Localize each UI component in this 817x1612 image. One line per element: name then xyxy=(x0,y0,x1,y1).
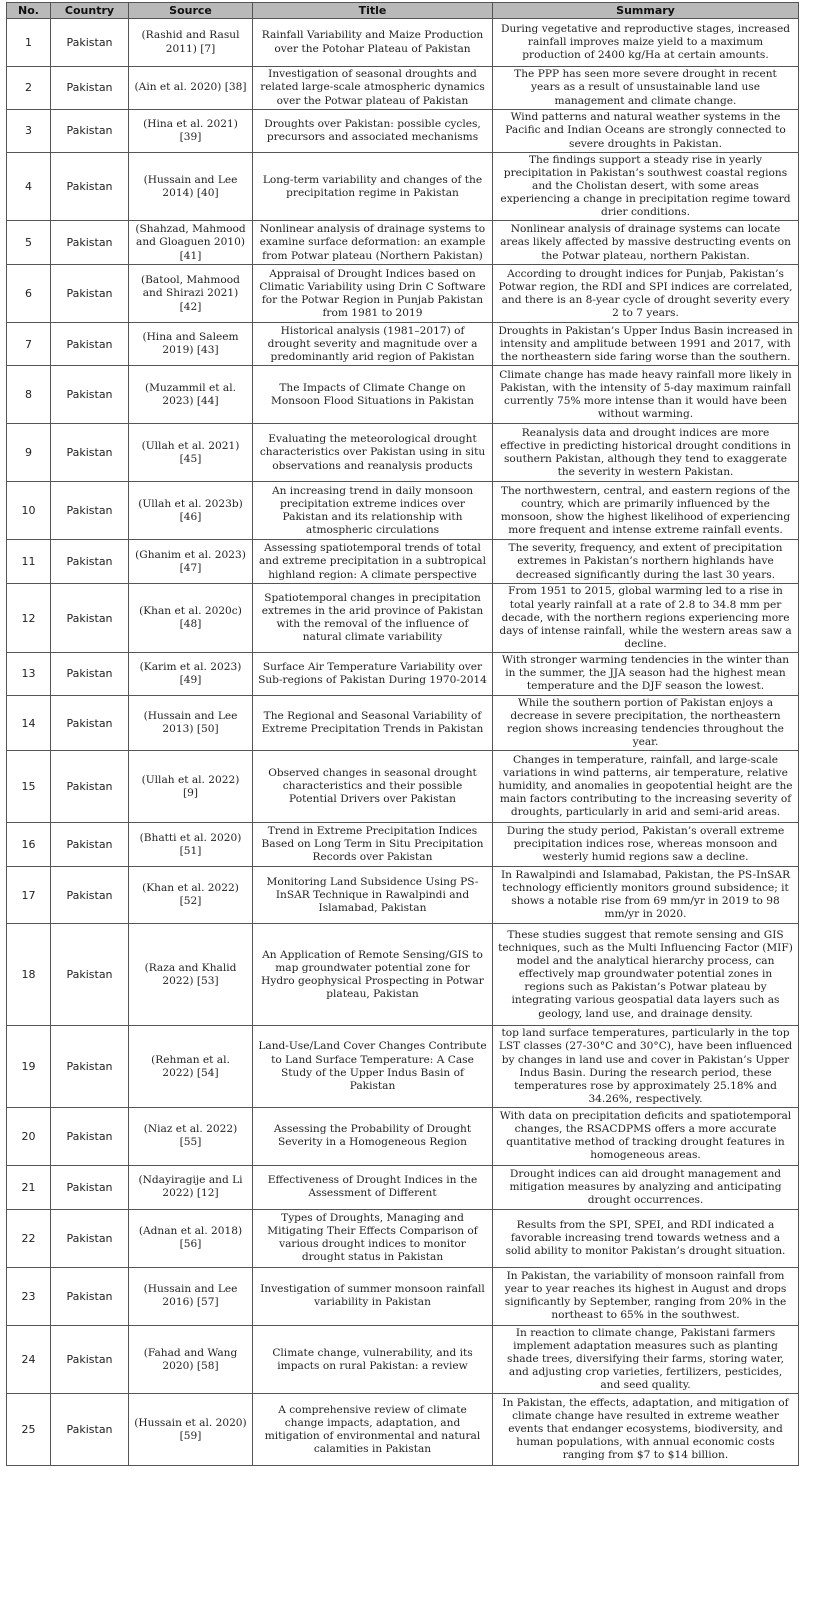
cell-source: (Rehman et al. 2022) [54] xyxy=(129,1026,253,1108)
cell-no: 1 xyxy=(7,19,51,67)
header-country: Country xyxy=(51,3,129,19)
cell-summary: With stronger warming tendencies in the winter than in the summer, the JJA season had the highest mean temperature and the DJF season the lowest. xyxy=(493,652,799,695)
cell-no: 5 xyxy=(7,221,51,265)
cell-source: (Ain et al. 2020) [38] xyxy=(129,67,253,110)
cell-country: Pakistan xyxy=(51,751,129,823)
cell-no: 11 xyxy=(7,540,51,584)
cell-country: Pakistan xyxy=(51,1325,129,1393)
table-row xyxy=(7,1107,799,1165)
cell-no: 9 xyxy=(7,424,51,482)
cell-summary: From 1951 to 2015, global warming led to a rise in total yearly rainfall at a rate of 2.8 to 34.8 mm per decade, with the northern regions experiencing more days of intense rainfall, while the western areas saw a decline. xyxy=(493,584,799,652)
cell-source: (Adnan et al. 2018) [56] xyxy=(129,1209,253,1267)
cell-source: (Fahad and Wang 2020) [58] xyxy=(129,1325,253,1393)
cell-summary: These studies suggest that remote sensing and GIS techniques, such as the Multi Influencing Factor (MIF) model and the analytical hierarchy process, can effectively map groundwater potential zones in regions such as Pakistan’s Potwar plateau by integrating various geospatial data layers such as geology, land use, and drainage density. xyxy=(493,924,799,1026)
cell-summary: Drought indices can aid drought management and mitigation measures by analyzing and anticipating drought occurrences. xyxy=(493,1165,799,1209)
header-title: Title xyxy=(253,3,493,19)
cell-country: Pakistan xyxy=(51,1394,129,1466)
cell-no: 23 xyxy=(7,1267,51,1325)
header-source: Source xyxy=(129,3,253,19)
cell-title: Monitoring Land Subsidence Using PS-InSAR Technique in Rawalpindi and Islamabad, Pakistan xyxy=(253,867,493,924)
cell-no: 21 xyxy=(7,1165,51,1209)
cell-title: The Regional and Seasonal Variability of Extreme Precipitation Trends in Pakistan xyxy=(253,695,493,750)
header-no: No. xyxy=(7,3,51,19)
table-row xyxy=(7,924,799,1026)
cell-summary: During the study period, Pakistan’s overall extreme precipitation indices rose, whereas monsoon and westerly humid regions saw a decline. xyxy=(493,823,799,867)
cell-title: Appraisal of Drought Indices based on Climatic Variability using Drin C Software for the Potwar Region in Punjab Pakistan from 1981 to 2019 xyxy=(253,265,493,323)
cell-title: An increasing trend in daily monsoon precipitation extreme indices over Pakistan and its relationship with atmospheric circulations xyxy=(253,482,493,540)
cell-title: Surface Air Temperature Variability over Sub-regions of Pakistan During 1970-2014 xyxy=(253,652,493,695)
cell-title: Land-Use/Land Cover Changes Contribute to Land Surface Temperature: A Case Study of the Upper Indus Basin of Pakistan xyxy=(253,1026,493,1108)
cell-summary: With data on precipitation deficits and spatiotemporal changes, the RSACDPMS offers a more accurate quantitative method of tracking drought features in homogeneous areas. xyxy=(493,1107,799,1165)
cell-summary: Results from the SPI, SPEI, and RDI indicated a favorable increasing trend towards wetness and a solid ability to monitor Pakistan’s drought situation. xyxy=(493,1209,799,1267)
cell-country: Pakistan xyxy=(51,1165,129,1209)
cell-title: Investigation of seasonal droughts and related large-scale atmospheric dynamics over the Potwar plateau of Pakistan xyxy=(253,67,493,110)
cell-source: (Bhatti et al. 2020) [51] xyxy=(129,823,253,867)
cell-no: 4 xyxy=(7,153,51,221)
cell-source: (Karim et al. 2023) [49] xyxy=(129,652,253,695)
cell-country: Pakistan xyxy=(51,1267,129,1325)
cell-no: 16 xyxy=(7,823,51,867)
cell-source: (Raza and Khalid 2022) [53] xyxy=(129,924,253,1026)
cell-no: 6 xyxy=(7,265,51,323)
table-row xyxy=(7,751,799,823)
table-row xyxy=(7,1325,799,1393)
table-row xyxy=(7,67,799,110)
cell-source: (Niaz et al. 2022) [55] xyxy=(129,1107,253,1165)
cell-summary: Droughts in Pakistan’s Upper Indus Basin increased in intensity and amplitude between 1991 and 2017, with the northeastern side faring worse than the southern. xyxy=(493,323,799,366)
cell-title: Spatiotemporal changes in precipitation extremes in the arid province of Pakistan with the removal of the influence of natural climate variability xyxy=(253,584,493,652)
cell-country: Pakistan xyxy=(51,652,129,695)
table-row xyxy=(7,221,799,265)
table-row xyxy=(7,867,799,924)
cell-country: Pakistan xyxy=(51,1026,129,1108)
cell-title: Assessing spatiotemporal trends of total and extreme precipitation in a subtropical highland region: A climate perspective xyxy=(253,540,493,584)
table-row xyxy=(7,482,799,540)
cell-source: (Hina and Saleem 2019) [43] xyxy=(129,323,253,366)
cell-source: (Hussain and Lee 2014) [40] xyxy=(129,153,253,221)
cell-summary: Climate change has made heavy rainfall more likely in Pakistan, with the intensity of 5-day maximum rainfall currently 75% more intense than it would have been without warming. xyxy=(493,366,799,424)
cell-country: Pakistan xyxy=(51,110,129,153)
cell-country: Pakistan xyxy=(51,695,129,750)
cell-title: Historical analysis (1981–2017) of drought severity and magnitude over a predominantly arid region of Pakistan xyxy=(253,323,493,366)
cell-source: (Ndayiragije and Li 2022) [12] xyxy=(129,1165,253,1209)
cell-no: 13 xyxy=(7,652,51,695)
cell-summary: While the southern portion of Pakistan enjoys a decrease in severe precipitation, the northeastern region shows increasing tendencies throughout the year. xyxy=(493,695,799,750)
cell-source: (Ullah et al. 2022) [9] xyxy=(129,751,253,823)
cell-source: (Hussain and Lee 2013) [50] xyxy=(129,695,253,750)
cell-no: 25 xyxy=(7,1394,51,1466)
cell-no: 19 xyxy=(7,1026,51,1108)
cell-country: Pakistan xyxy=(51,221,129,265)
table-row xyxy=(7,540,799,584)
table-row xyxy=(7,366,799,424)
cell-no: 8 xyxy=(7,366,51,424)
cell-summary: According to drought indices for Punjab, Pakistan’s Potwar region, the RDI and SPI indices are correlated, and there is an 8-year cycle of drought severity every 2 to 7 years. xyxy=(493,265,799,323)
cell-country: Pakistan xyxy=(51,424,129,482)
table-row xyxy=(7,695,799,750)
cell-no: 7 xyxy=(7,323,51,366)
table-row xyxy=(7,1026,799,1108)
cell-title: Droughts over Pakistan: possible cycles, precursors and associated mechanisms xyxy=(253,110,493,153)
table-row xyxy=(7,19,799,67)
table-row xyxy=(7,110,799,153)
cell-summary: Reanalysis data and drought indices are more effective in predicting historical drought conditions in southern Pakistan, although they tend to exaggerate the severity in western Pakistan. xyxy=(493,424,799,482)
cell-title: Long-term variability and changes of the precipitation regime in Pakistan xyxy=(253,153,493,221)
cell-title: Investigation of summer monsoon rainfall variability in Pakistan xyxy=(253,1267,493,1325)
cell-country: Pakistan xyxy=(51,1107,129,1165)
cell-summary: In Pakistan, the variability of monsoon rainfall from year to year reaches its highest in August and drops significantly by September, ranging from 20% in the northeast to 65% in the southwest. xyxy=(493,1267,799,1325)
table-row xyxy=(7,584,799,652)
table-row xyxy=(7,424,799,482)
table-row xyxy=(7,1394,799,1466)
cell-title: Rainfall Variability and Maize Production over the Potohar Plateau of Pakistan xyxy=(253,19,493,67)
cell-no: 15 xyxy=(7,751,51,823)
cell-no: 17 xyxy=(7,867,51,924)
table-row xyxy=(7,1209,799,1267)
cell-source: (Hussain and Lee 2016) [57] xyxy=(129,1267,253,1325)
cell-summary: The severity, frequency, and extent of precipitation extremes in Pakistan’s northern highlands have decreased significantly during the last 30 years. xyxy=(493,540,799,584)
cell-country: Pakistan xyxy=(51,823,129,867)
table-row xyxy=(7,323,799,366)
cell-title: Evaluating the meteorological drought characteristics over Pakistan using in situ observations and reanalysis products xyxy=(253,424,493,482)
cell-source: (Shahzad, Mahmood and Gloaguen 2010) [41] xyxy=(129,221,253,265)
cell-no: 22 xyxy=(7,1209,51,1267)
cell-no: 14 xyxy=(7,695,51,750)
cell-country: Pakistan xyxy=(51,540,129,584)
cell-summary: The northwestern, central, and eastern regions of the country, which are primarily influenced by the monsoon, show the highest likelihood of experiencing more frequent and intense extreme rainfall events. xyxy=(493,482,799,540)
cell-summary: Changes in temperature, rainfall, and large-scale variations in wind patterns, air temperature, relative humidity, and anomalies in geopotential height are the main factors contributing to the increasing severity of droughts, particularly in arid and semi-arid areas. xyxy=(493,751,799,823)
cell-summary: The findings support a steady rise in yearly precipitation in Pakistan’s southwest coastal regions and the Cholistan desert, with some areas experiencing a change in precipitation regime toward drier conditions. xyxy=(493,153,799,221)
literature-table xyxy=(6,2,799,1466)
cell-no: 2 xyxy=(7,67,51,110)
table-row xyxy=(7,652,799,695)
cell-no: 10 xyxy=(7,482,51,540)
cell-source: (Khan et al. 2020c) [48] xyxy=(129,584,253,652)
cell-summary: The PPP has seen more severe drought in recent years as a result of unsustainable land use management and climate change. xyxy=(493,67,799,110)
cell-title: Climate change, vulnerability, and its impacts on rural Pakistan: a review xyxy=(253,1325,493,1393)
cell-summary: During vegetative and reproductive stages, increased rainfall improves maize yield to a maximum production of 2400 kg/Ha at certain amounts. xyxy=(493,19,799,67)
cell-title: A comprehensive review of climate change impacts, adaptation, and mitigation of environmental and natural calamities in Pakistan xyxy=(253,1394,493,1466)
cell-no: 18 xyxy=(7,924,51,1026)
cell-source: (Batool, Mahmood and Shirazi 2021) [42] xyxy=(129,265,253,323)
cell-country: Pakistan xyxy=(51,584,129,652)
cell-summary: In reaction to climate change, Pakistani farmers implement adaptation measures such as planting shade trees, diversifying their farms, storing water, and adjusting crop varieties, fertilizers, pesticides, and seed quality. xyxy=(493,1325,799,1393)
cell-source: (Khan et al. 2022) [52] xyxy=(129,867,253,924)
cell-country: Pakistan xyxy=(51,265,129,323)
cell-country: Pakistan xyxy=(51,867,129,924)
cell-title: Nonlinear analysis of drainage systems to examine surface deformation: an example from Potwar plateau (Northern Pakistan) xyxy=(253,221,493,265)
cell-source: (Muzammil et al. 2023) [44] xyxy=(129,366,253,424)
cell-country: Pakistan xyxy=(51,19,129,67)
cell-summary: Nonlinear analysis of drainage systems can locate areas likely affected by massive destructing events on the Potwar plateau, northern Pakistan. xyxy=(493,221,799,265)
cell-no: 20 xyxy=(7,1107,51,1165)
cell-source: (Rashid and Rasul 2011) [7] xyxy=(129,19,253,67)
header-summary: Summary xyxy=(493,3,799,19)
cell-source: (Ullah et al. 2021) [45] xyxy=(129,424,253,482)
cell-summary: In Pakistan, the effects, adaptation, and mitigation of climate change have resulted in extreme weather events that endanger ecosystems, biodiversity, and human populations, with annual economic costs ranging from $7 to $14 billion. xyxy=(493,1394,799,1466)
cell-country: Pakistan xyxy=(51,153,129,221)
cell-country: Pakistan xyxy=(51,1209,129,1267)
cell-title: An Application of Remote Sensing/GIS to map groundwater potential zone for Hydro geophysical Prospecting in Potwar plateau, Pakistan xyxy=(253,924,493,1026)
cell-country: Pakistan xyxy=(51,924,129,1026)
cell-country: Pakistan xyxy=(51,323,129,366)
cell-no: 12 xyxy=(7,584,51,652)
cell-no: 24 xyxy=(7,1325,51,1393)
cell-source: (Ghanim et al. 2023) [47] xyxy=(129,540,253,584)
cell-no: 3 xyxy=(7,110,51,153)
cell-country: Pakistan xyxy=(51,67,129,110)
cell-country: Pakistan xyxy=(51,366,129,424)
cell-summary: In Rawalpindi and Islamabad, Pakistan, the PS-InSAR technology efficiently monitors ground subsidence; it shows a notable rise from 69 mm/yr in 2019 to 98 mm/yr in 2020. xyxy=(493,867,799,924)
table-row xyxy=(7,1165,799,1209)
cell-title: Effectiveness of Drought Indices in the Assessment of Different xyxy=(253,1165,493,1209)
cell-title: Types of Droughts, Managing and Mitigating Their Effects Comparison of various drought indices to monitor drought status in Pakistan xyxy=(253,1209,493,1267)
cell-source: (Hina et al. 2021) [39] xyxy=(129,110,253,153)
table-row xyxy=(7,1267,799,1325)
cell-title: Assessing the Probability of Drought Severity in a Homogeneous Region xyxy=(253,1107,493,1165)
table-row xyxy=(7,265,799,323)
cell-source: (Hussain et al. 2020) [59] xyxy=(129,1394,253,1466)
cell-summary: top land surface temperatures, particularly in the top LST classes (27-30°C and 30°C), have been influenced by changes in land use and cover in Pakistan’s Upper Indus Basin. During the research period, these temperatures rose by approximately 25.18% and 34.26%, respectively. xyxy=(493,1026,799,1108)
cell-title: Trend in Extreme Precipitation Indices Based on Long Term in Situ Precipitation Records over Pakistan xyxy=(253,823,493,867)
cell-title: Observed changes in seasonal drought characteristics and their possible Potential Drivers over Pakistan xyxy=(253,751,493,823)
table-row xyxy=(7,823,799,867)
table-row xyxy=(7,153,799,221)
header-row xyxy=(7,3,799,19)
cell-title: The Impacts of Climate Change on Monsoon Flood Situations in Pakistan xyxy=(253,366,493,424)
cell-source: (Ullah et al. 2023b) [46] xyxy=(129,482,253,540)
cell-summary: Wind patterns and natural weather systems in the Pacific and Indian Oceans are strongly connected to severe droughts in Pakistan. xyxy=(493,110,799,153)
cell-country: Pakistan xyxy=(51,482,129,540)
